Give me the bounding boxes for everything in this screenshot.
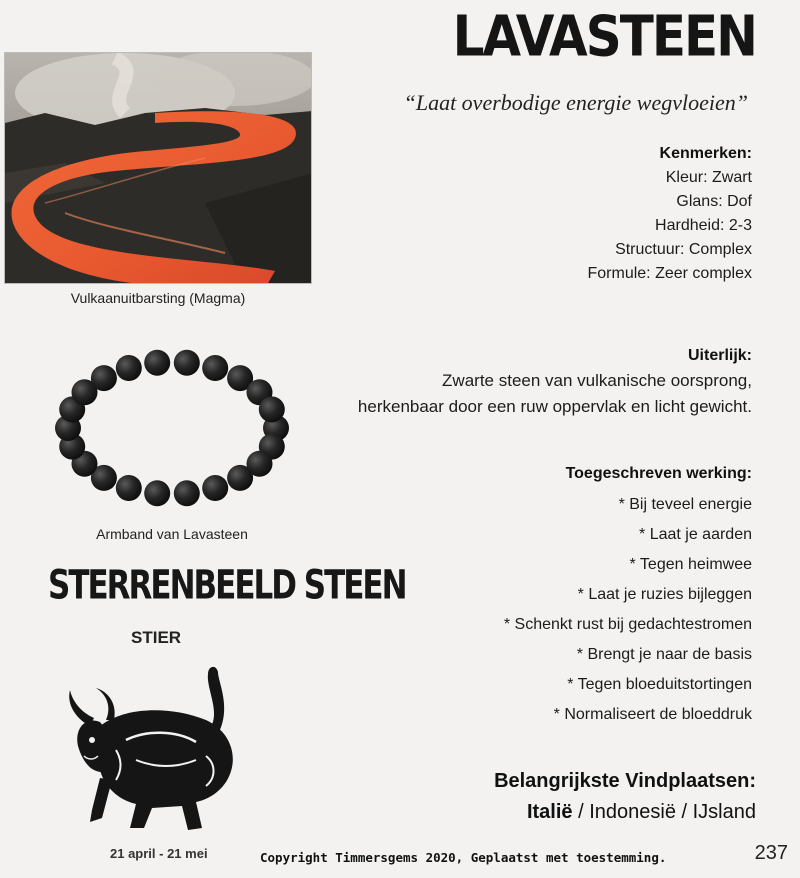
- lava-flow-illustration: [5, 53, 312, 284]
- bracelet-image: [52, 346, 292, 510]
- zodiac-heading: STERRENBEELD STEEN: [48, 562, 406, 609]
- bead-bracelet-illustration: [52, 346, 292, 510]
- bracelet-bead: [259, 396, 285, 422]
- description-line: herkenbaar door een ruw oppervlak en licht gewicht.: [357, 397, 752, 416]
- uiterlijk-section: [358, 344, 752, 420]
- bracelet-bead: [174, 480, 200, 506]
- effect-item: * Schenkt rust bij gedachtestromen: [503, 616, 752, 633]
- uiterlijk-heading: Uiterlijk:: [687, 347, 752, 364]
- location-others: / Indonesië / IJsland: [572, 801, 756, 823]
- vindplaatsen-heading: Belangrijkste Vindplaatsen:: [494, 770, 756, 792]
- description-line: Zwarte steen van vulkanische oorsprong,: [442, 371, 752, 390]
- bracelet-bead: [116, 355, 142, 381]
- page-number: 237: [754, 842, 788, 864]
- effect-item: * Tegen bloeduitstortingen: [567, 676, 752, 693]
- property-line: Structuur: Complex: [615, 241, 752, 258]
- bracelet-bead: [202, 355, 228, 381]
- property-line: Glans: Dof: [676, 193, 752, 210]
- property-line: Kleur: Zwart: [665, 169, 752, 186]
- volcano-photo: [4, 52, 312, 284]
- bracelet-bead: [91, 365, 117, 391]
- property-line: Hardheid: 2-3: [655, 217, 752, 234]
- bull-icon: [56, 660, 256, 840]
- effect-item: * Bij teveel energie: [618, 496, 752, 513]
- bracelet-bead: [116, 475, 142, 501]
- zodiac-sign: STIER: [131, 628, 182, 647]
- bracelet-bead: [202, 475, 228, 501]
- bracelet-bead: [174, 350, 200, 376]
- effect-item: * Laat je ruzies bijleggen: [577, 586, 752, 603]
- kenmerken-heading: Kenmerken:: [659, 145, 752, 162]
- tagline-quote: “Laat overbodige energie wegvloeien”: [403, 90, 748, 115]
- effect-item: * Laat je aarden: [639, 526, 752, 543]
- bracelet-bead: [144, 480, 170, 506]
- locations-list: [494, 796, 756, 828]
- copyright-notice: Copyright Timmersgems 2020, Geplaatst met toestemming.: [260, 850, 667, 865]
- kenmerken-section: [588, 142, 753, 286]
- location-primary: Italië: [526, 801, 573, 823]
- effect-item: * Normaliseert de bloeddruk: [553, 706, 752, 723]
- property-line: Formule: Zeer complex: [587, 265, 752, 282]
- zodiac-dates: 21 april - 21 mei: [110, 846, 208, 861]
- effect-item: * Tegen heimwee: [629, 556, 752, 573]
- effect-item: * Brengt je naar de basis: [576, 646, 752, 663]
- werking-section: [504, 462, 752, 730]
- photo-caption: Vulkaanuitbarsting (Magma): [70, 290, 246, 306]
- page-title: LAVASTEEN: [452, 4, 756, 69]
- bracelet-bead: [227, 465, 253, 491]
- bracelet-caption: Armband van Lavasteen: [96, 526, 248, 542]
- vindplaatsen-section: [494, 766, 756, 828]
- werking-heading: Toegeschreven werking:: [565, 465, 752, 482]
- bracelet-bead: [144, 350, 170, 376]
